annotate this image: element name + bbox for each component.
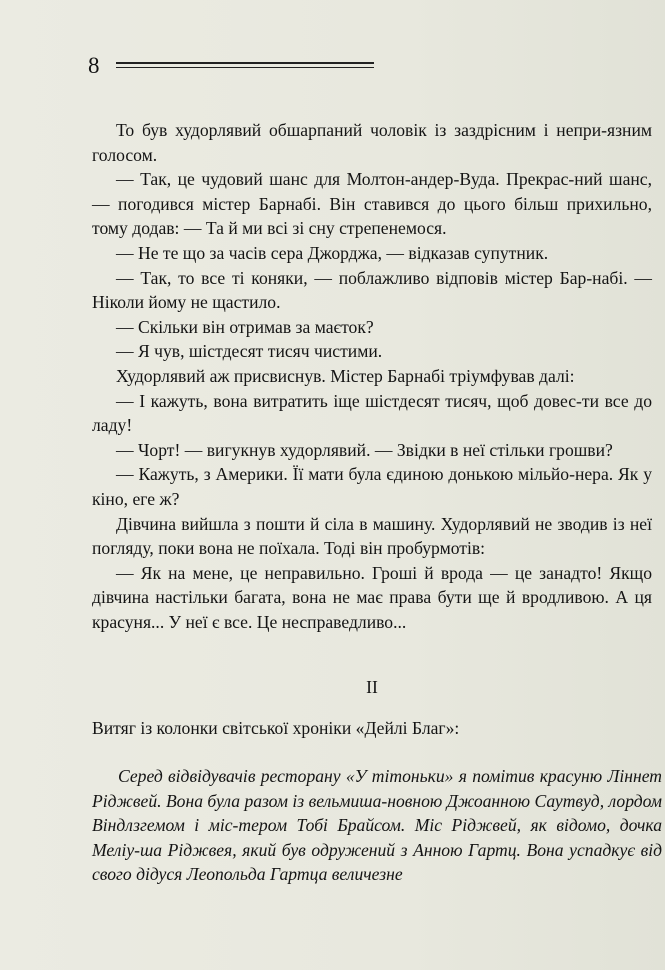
chronicle-text: Серед відвідувачів ресторану «У тітоньки» я помітив красуню Ліннет Ріджвей. Вона була разом із вельмиша-новною Джоанною Саутвуд, лордом Віндлзгемом і міс-тером Тобі Брайсом. Міс Ріджвей, як відомо, дочка Меліу-ша Ріджвея, який був одружений з Анною Гартц. Вона успадкує від свого дідуся Леопольда Гартца величезне [92,766,663,885]
chronicle-intro: Витяг із колонки світської хроніки «Дейлі Благ»: [92,718,460,738]
paragraph: — Кажуть, з Америки. Її мати була єдиною донькою мільйо-нера. Як у кіно, еге ж? [92,464,652,509]
section-number: II [366,677,378,697]
paragraph: То був худорлявий обшарпаний чоловік із заздрісним і непри-язним голосом. [92,120,652,165]
paragraph: — Я чув, шістдесят тисяч чистими. [116,341,383,362]
chronicle-quote [92,764,662,887]
paragraph: — Скільки він отримав за маєток? [116,316,374,337]
paragraph: — І кажуть, вона витратить іще шістдесят тисяч, щоб довес-ти все до ладу! [92,390,652,436]
paragraph: — Чорт! — вигукнув худорлявий. — Звідки в неї стільки грошви? [116,439,613,460]
body-text [92,118,652,697]
header-rule-thick [116,62,374,64]
paragraph: — Так, це чудовий шанс для Молтон-андер-Вуда. Прекрас-ний шанс, — погодився містер Барнабі. Він ставився до цього більш прихильно, тому додав: — Та й ми всі зі сну стрепенемося. [92,169,652,239]
paragraph: — Як на мене, це неправильно. Гроші й врода — це занадто! Якщо дівчина настільки багата, вона не має права бути ще й вродливою. А ця красуня... У неї є все. Це несправедливо... [92,562,652,632]
paragraph: Худорлявий аж присвиснув. Містер Барнабі тріумфував далі: [116,365,575,386]
page-header [88,52,388,80]
paragraph: — Так, то все ті коняки, — поблажливо відповів містер Бар-набі. — Ніколи йому не щастило. [92,267,652,313]
header-rule-thin [116,67,374,68]
page-number: 8 [88,53,100,78]
paragraph: — Не те що за часів сера Джорджа, — відказав супутник. [116,242,549,263]
paragraph: Дівчина вийшла з пошти й сіла в машину. Худорлявий не зводив із неї погляду, поки вона не поїхала. Тоді він пробурмотів: [92,513,652,559]
